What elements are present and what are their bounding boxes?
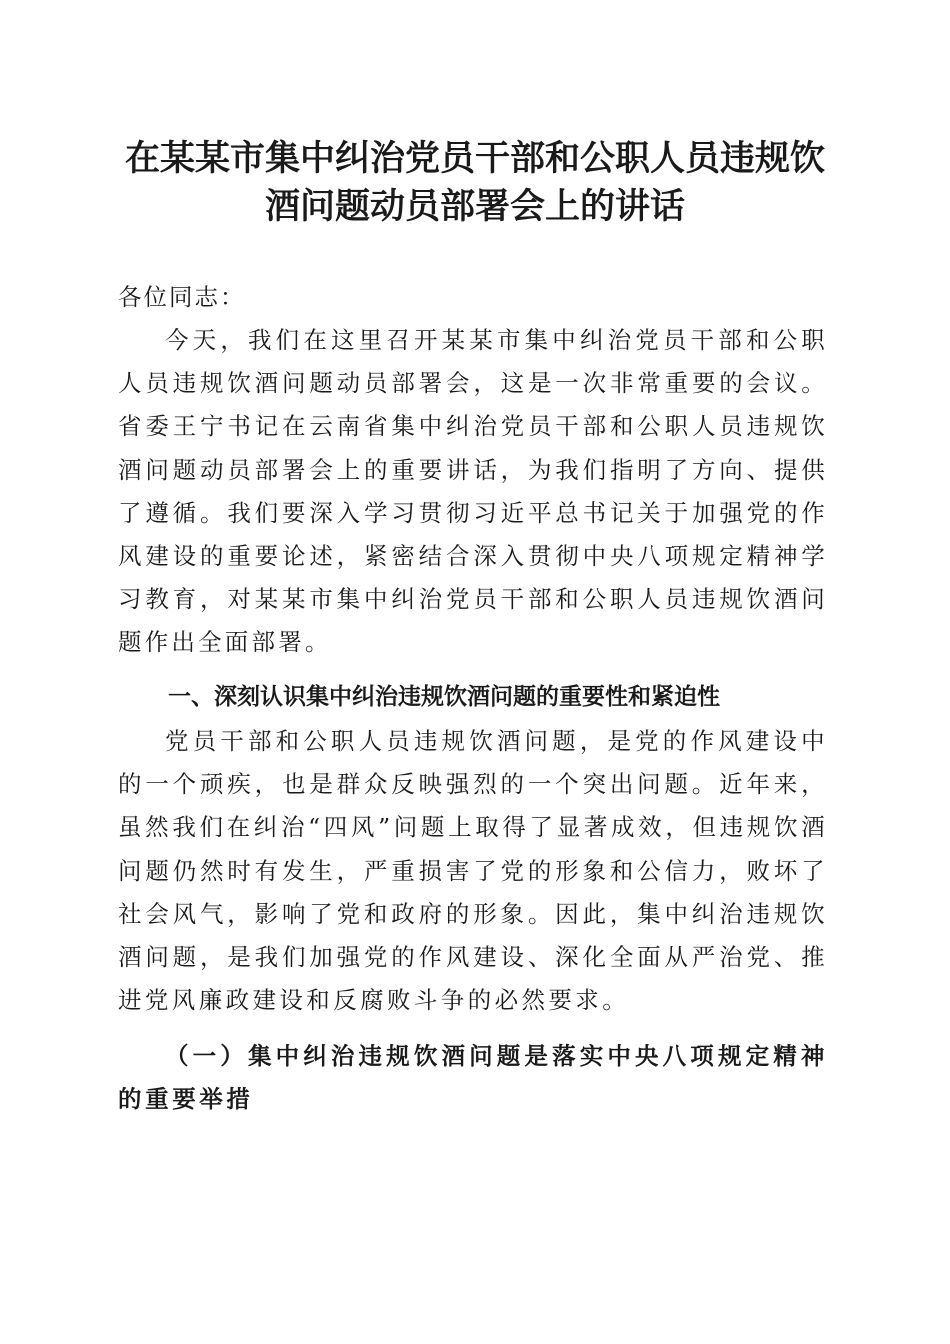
title-line-1: 在某某市集中纠治党员干部和公职人员违规饮	[124, 138, 825, 179]
section-1-heading: 一、深刻认识集中纠治违规饮酒问题的重要性和紧迫性	[168, 684, 720, 710]
section-1-paragraph: 党员干部和公职人员违规饮酒问题，是党的作风建设中的一个顽疾，也是群众反映强烈的一个突出问题。近年来，虽然我们在纠治“四风”问题上取得了显著成效，但违规饮酒问题仍然时有发生，严重损害了党的形象和公信力，败坏了社会风气，影响了党和政府的形象。因此，集中纠治违规饮酒问题，是我们加强党的作风建设、深化全面从严治党、推进党风廉政建设和反腐败斗争的必然要求。	[118, 727, 828, 1015]
title-line-2: 酒问题动员部署会上的讲话	[264, 186, 685, 227]
salutation: 各位同志：	[118, 283, 246, 311]
document-title	[110, 135, 840, 231]
subsection-1-heading: （一）集中纠治违规饮酒问题是落实中央八项规定精神的重要举措	[118, 1042, 828, 1114]
intro-paragraph: 今天，我们在这里召开某某市集中纠治党员干部和公职人员违规饮酒问题动员部署会，这是一次非常重要的会议。省委王宁书记在云南省集中纠治党员干部和公职人员违规饮酒问题动员部署会上的重要讲话，为我们指明了方向、提供了遵循。我们要深入学习贯彻习近平总书记关于加强党的作风建设的重要论述，紧密结合深入贯彻中央八项规定精神学习教育，对某某市集中纠治党员干部和公职人员违规饮酒问题作出全面部署。	[118, 326, 828, 657]
